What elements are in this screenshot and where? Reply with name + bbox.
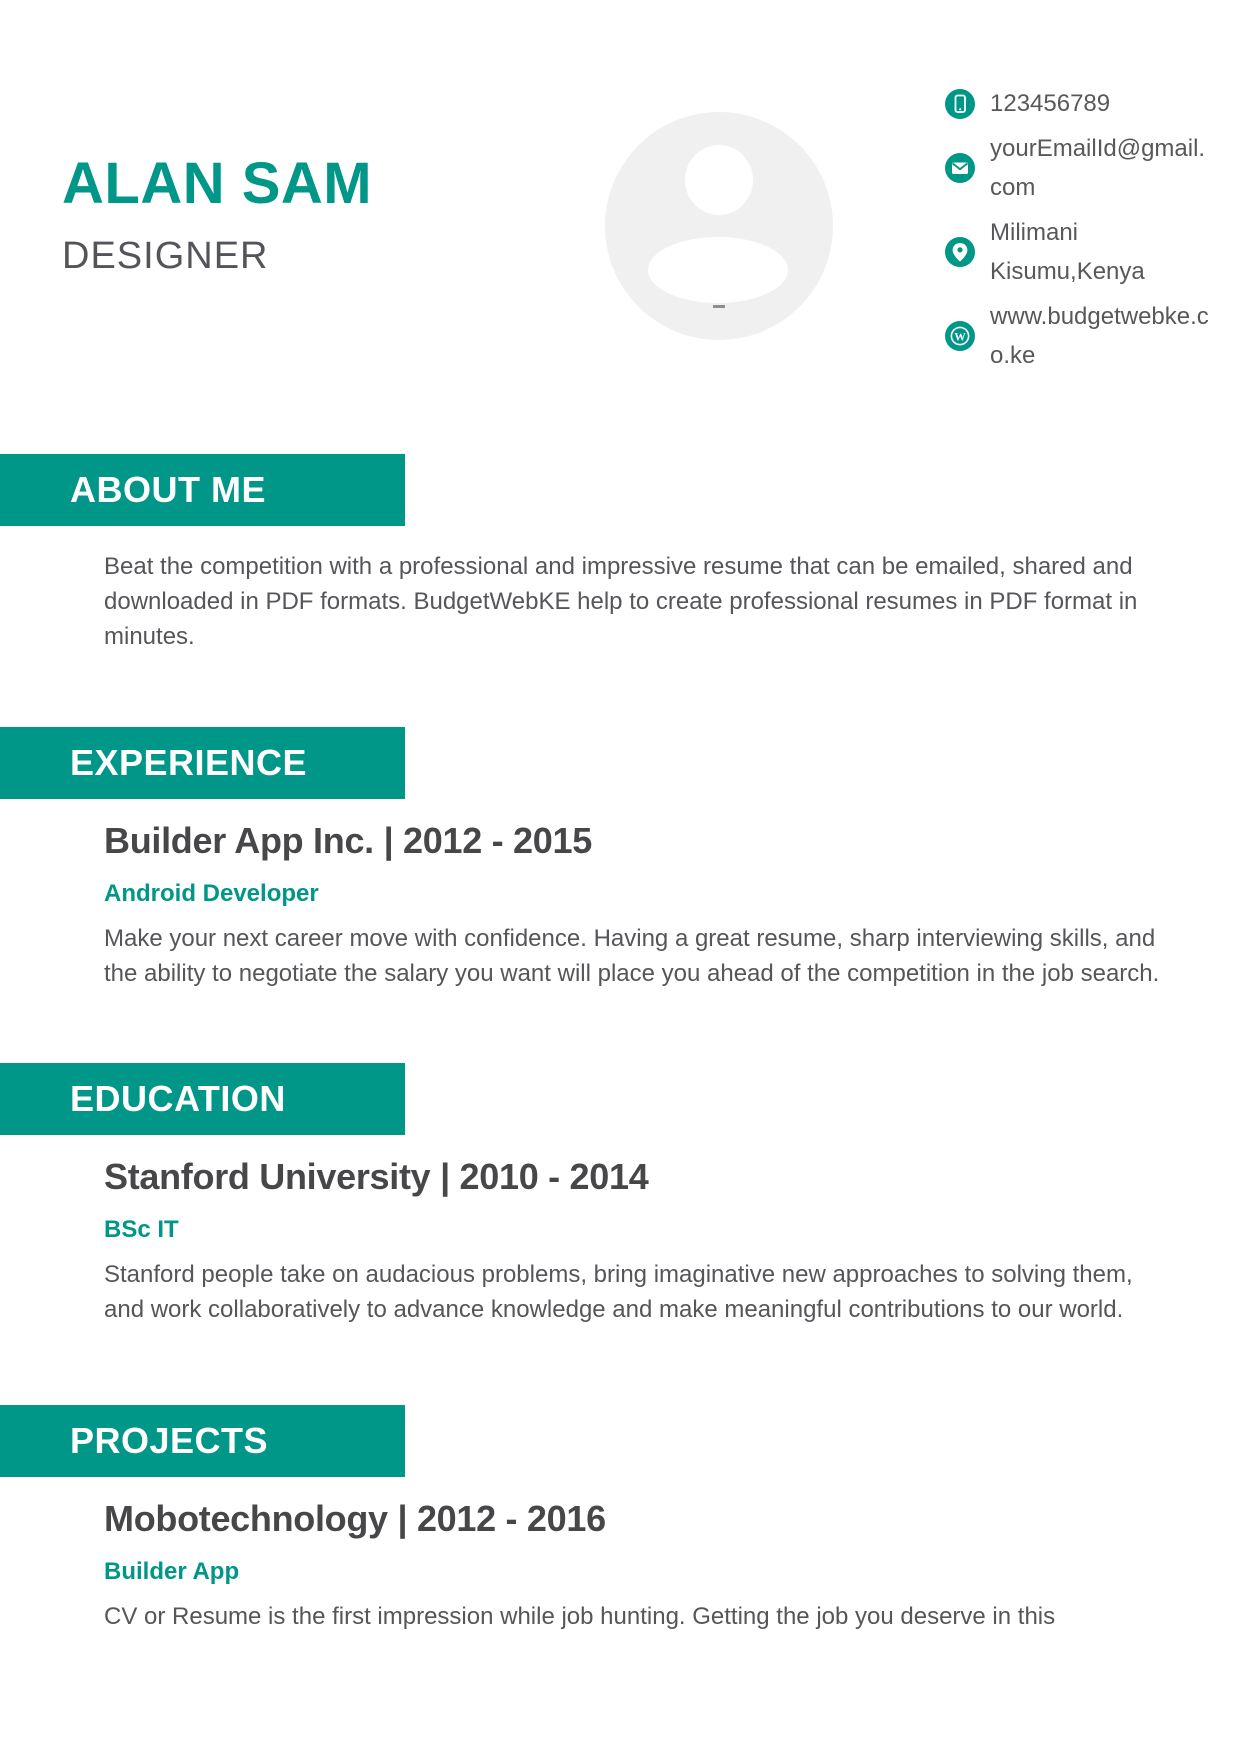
education-paragraph: Stanford people take on audacious problems, bring imaginative new approaches to solving them, and work collaboratively to advance knowledge and make meaningful contributions to our world. — [104, 1261, 1133, 1323]
project-entry-name: Builder App — [104, 1558, 240, 1585]
section-title: EXPERIENCE — [70, 742, 308, 783]
avatar-head-shape — [685, 145, 753, 215]
avatar — [605, 112, 833, 340]
contact-list — [945, 84, 1215, 375]
section-banner — [0, 1405, 405, 1477]
contact-row-website[interactable] — [945, 297, 1215, 375]
project-entry-heading: Mobotechnology | 2012 - 2016 — [104, 1498, 606, 1539]
about-paragraph: Beat the competition with a professional and impressive resume that can be emailed, shared and downloaded in PDF formats. BudgetWebKE help to create professional resumes in PDF format in minutes. — [104, 553, 1138, 650]
section-about-me — [0, 454, 1240, 654]
education-entry-heading: Stanford University | 2010 - 2014 — [104, 1156, 649, 1197]
website-url[interactable]: www.budgetwebke.co.ke — [990, 303, 1209, 369]
resume-header — [0, 0, 1240, 454]
section-title: EDUCATION — [70, 1078, 286, 1119]
contact-row-email[interactable] — [945, 129, 1215, 207]
section-projects — [0, 1405, 1240, 1634]
location-icon — [945, 237, 975, 267]
section-title: PROJECTS — [70, 1420, 269, 1461]
section-banner — [0, 454, 405, 526]
location-text: Milimani Kisumu,Kenya — [990, 219, 1145, 285]
experience-entry-heading: Builder App Inc. | 2012 - 2015 — [104, 820, 592, 861]
person-name: ALAN SAM — [62, 151, 373, 216]
education-entry-degree: BSc IT — [104, 1216, 179, 1243]
experience-entry-role: Android Developer — [104, 880, 319, 907]
section-education — [0, 1063, 1240, 1327]
experience-paragraph: Make your next career move with confidence. Having a great resume, sharp interviewing skills, and the ability to negotiate the salary you want will place you ahead of the competition in the job search. — [104, 925, 1160, 987]
avatar-placeholder-dash — [713, 305, 725, 308]
name-block — [62, 152, 372, 278]
person-role: DESIGNER — [62, 235, 269, 277]
section-experience — [0, 727, 1240, 991]
phone-icon — [945, 89, 975, 119]
website-icon — [945, 321, 975, 351]
avatar-torso-shape — [648, 237, 788, 303]
contact-row-phone — [945, 84, 1215, 123]
svg-text:W: W — [954, 331, 966, 344]
section-banner — [0, 1063, 405, 1135]
email-icon — [945, 153, 975, 183]
project-paragraph: CV or Resume is the first impression while job hunting. Getting the job you deserve in this — [104, 1603, 1056, 1630]
phone-number: 123456789 — [990, 90, 1111, 117]
contact-row-location — [945, 213, 1215, 291]
section-banner — [0, 727, 405, 799]
section-title: ABOUT ME — [70, 469, 266, 510]
email-address[interactable]: yourEmailId@gmail.com — [990, 135, 1206, 201]
